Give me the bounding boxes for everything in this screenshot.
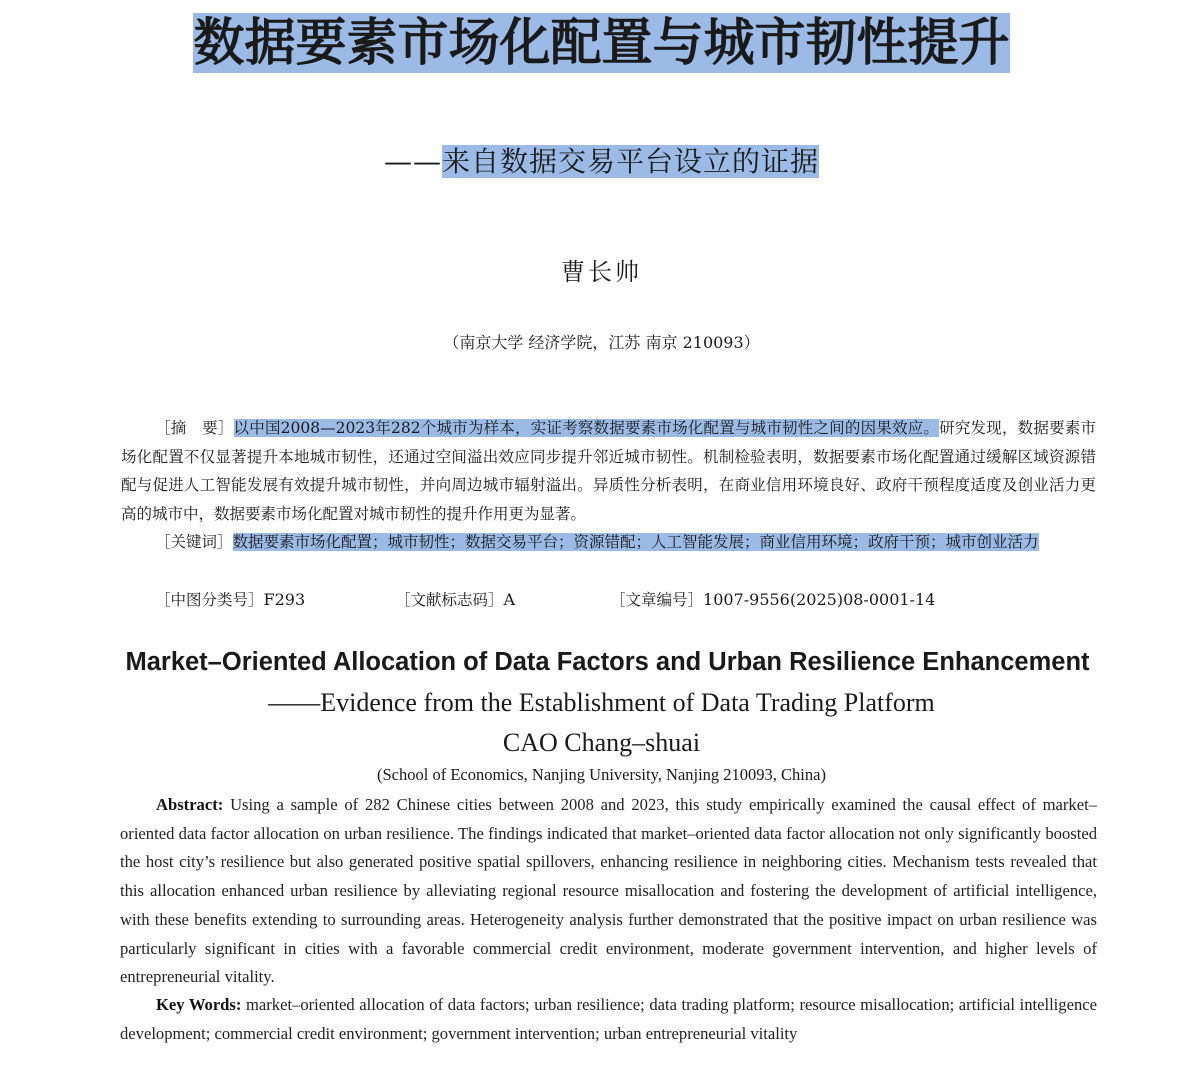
english-title[interactable]: Market–Oriented Allocation of Data Factors and Urban Resilience Enhancement <box>125 648 1090 676</box>
english-abstract-label: Abstract: <box>156 795 224 814</box>
chinese-affiliation[interactable]: （南京大学 经济学院，江苏 南京 210093） <box>443 333 760 352</box>
english-abstract[interactable] <box>120 791 1097 992</box>
chinese-author[interactable]: 曹长帅 <box>561 258 642 286</box>
chinese-subtitle-text[interactable]: 来自数据交易平台设立的证据 <box>441 145 819 178</box>
chinese-title <box>0 14 1203 72</box>
chinese-subtitle <box>0 142 1203 182</box>
chinese-subtitle-dash: —— <box>383 145 442 178</box>
chinese-abstract-text[interactable]: 研究发现，数据要素市场化配置不仅显著提升本地城市韧性，还通过空间溢出效应同步提升邻近城市韧性。机制检验表明，数据要素市场化配置通过缓解区域资源错配与促进人工智能发展有效提升城市韧性，并向周边城市辐射溢出。异质性分析表明，在商业信用环境良好、政府干预程度适度及创业活力更高的城市中，数据要素市场化配置对城市韧性的提升作用更为显著。 <box>121 419 1096 523</box>
chinese-keywords-text[interactable]: 数据要素市场化配置；城市韧性；数据交易平台；资源错配；人工智能发展；商业信用环境；政府干预；城市创业活力 <box>232 533 1039 551</box>
document-code-label: ［文献标志码］ <box>395 591 504 609</box>
english-keywords-label: Key Words: <box>156 995 242 1014</box>
chinese-keywords-label: ［关键词］ <box>155 533 233 551</box>
chinese-abstract[interactable] <box>121 414 1096 528</box>
article-number-label: ［文章编号］ <box>610 591 704 609</box>
english-author[interactable]: CAO Chang–shuai <box>502 728 701 757</box>
article-number[interactable] <box>610 588 935 610</box>
clc-label: ［中图分类号］ <box>155 591 264 609</box>
chinese-abstract-label: ［摘 要］ <box>155 419 234 437</box>
chinese-keywords[interactable] <box>121 528 1096 557</box>
english-subtitle[interactable]: ——Evidence from the Establishment of Data Trading Platform <box>268 688 935 717</box>
english-abstract-text[interactable]: Using a sample of 282 Chinese cities between 2008 and 2023, this study empirically examined the causal effect of market–oriented data factor allocation on urban resilience. The findings indicated that market–oriented data factor allocation not only significantly boosted the host city’s resilience but also generated positive spatial spillovers, enhancing resilience in neighboring cities. Mechanism tests revealed that this allocation enhanced urban resilience by alleviating regional resource misallocation and fostering the development of artificial intelligence, with these benefits extending to surrounding areas. Heterogeneity analysis further demonstrated that the positive impact on urban resilience was particularly significant in cities with a favorable commercial credit environment, moderate government intervention, and higher levels of entrepreneurial vitality. <box>120 795 1098 987</box>
chinese-title-text[interactable]: 数据要素市场化配置与城市韧性提升 <box>193 13 1010 73</box>
english-affiliation[interactable]: (School of Economics, Nanjing University, Nanjing 210093, China) <box>377 765 826 784</box>
english-keywords[interactable] <box>120 991 1097 1048</box>
document-code-value: A <box>503 590 516 609</box>
english-keywords-text[interactable]: market–oriented allocation of data factors; urban resilience; data trading platform; resource misallocation; artificial intelligence development; commercial credit environment; government intervention; urban entrepreneurial vitality <box>120 995 1097 1043</box>
article-number-value: 1007-9556(2025)08-0001-14 <box>703 590 936 609</box>
clc-number[interactable] <box>155 588 305 610</box>
chinese-abstract-highlighted[interactable]: 以中国2008—2023年282个城市为样本，实证考察数据要素市场化配置与城市韧性之间的因果效应。 <box>233 419 940 437</box>
document-code[interactable] <box>395 588 515 610</box>
clc-value: F293 <box>263 590 306 609</box>
